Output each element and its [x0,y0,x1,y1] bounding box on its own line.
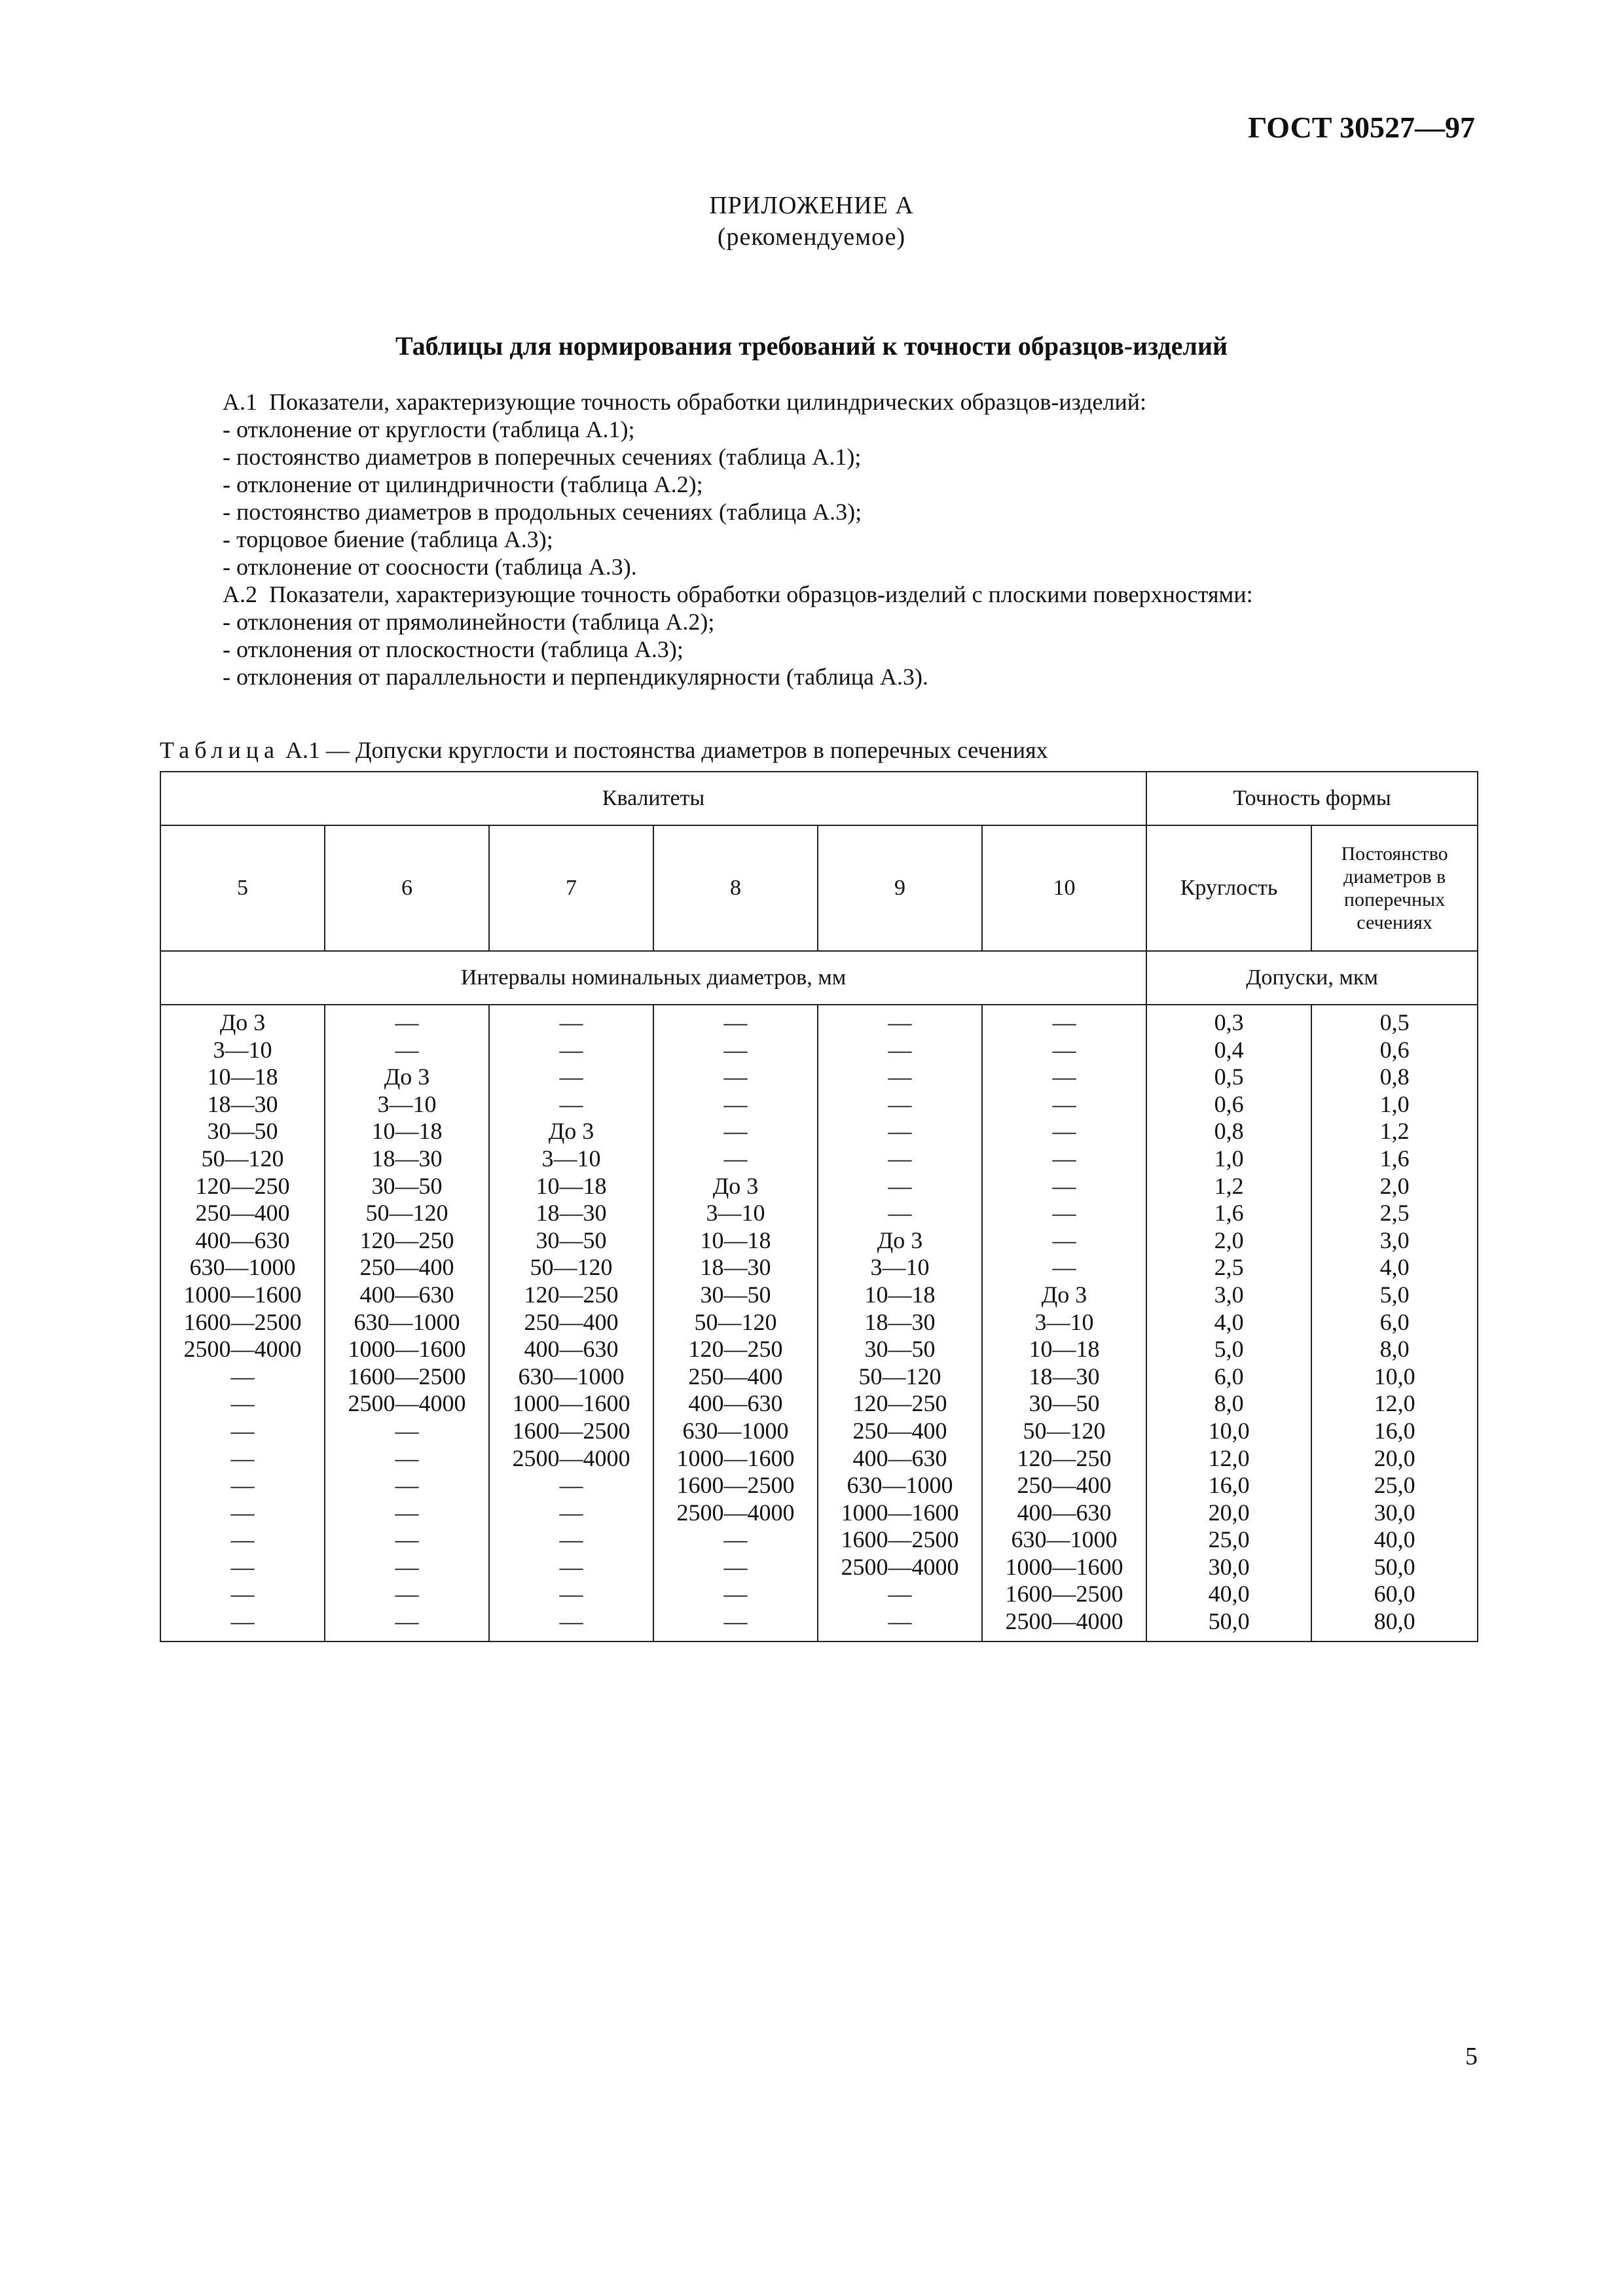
table-cell: 400—630 [1017,1499,1112,1526]
appendix-title: ПРИЛОЖЕНИЕ А [709,192,914,219]
table-cell: 18—30 [1029,1363,1100,1390]
table-cell: 0,8 [1379,1064,1410,1090]
table-cell: 1600—2500 [841,1526,959,1553]
table-cell: 1,6 [1379,1145,1410,1172]
table-cell: 10—18 [864,1281,936,1308]
tolerance-table [160,771,1478,1642]
table-cell: 18—30 [207,1090,278,1117]
table-cell: 2500—4000 [512,1444,630,1471]
table-cell: — [395,1608,419,1635]
grade-header: 7 [489,825,653,951]
table-cell: 120—250 [195,1172,290,1199]
table-cell: 60,0 [1374,1581,1415,1607]
table-cell: — [1052,1227,1076,1253]
table-cell: 50,0 [1208,1608,1250,1635]
table-cell: 2500—4000 [348,1390,466,1417]
table-cell: 25,0 [1208,1526,1250,1553]
table-cell: 4,0 [1214,1308,1244,1335]
grades-header: Квалитеты [160,772,1146,825]
table-cell: 630—1000 [847,1472,953,1499]
table-cell: — [559,1064,583,1090]
table-cell: 120—250 [359,1227,454,1253]
table-column [160,1005,325,1641]
table-cell: — [1052,1200,1076,1227]
table-cell: До 3 [548,1118,594,1145]
table-cell: — [1052,1090,1076,1117]
table-cell: — [888,1608,912,1635]
table-header-row [160,772,1478,825]
table-cell: — [888,1064,912,1090]
table-cell: — [723,1064,748,1090]
table-cell: 6,0 [1214,1363,1244,1390]
table-cell: — [230,1526,255,1553]
table-cell: — [395,1417,419,1444]
table-cell: 18—30 [700,1254,771,1281]
table-cell: 1600—2500 [348,1363,466,1390]
table-cell: 2,5 [1214,1254,1244,1281]
table-cell: 630—1000 [682,1417,789,1444]
body-line: - постоянство диаметров в продольных сечениях (таблица А.3); [223,499,862,525]
appendix-heading [0,190,1623,253]
table-cell: 20,0 [1374,1444,1415,1471]
table-column [489,1005,653,1641]
table-cell: 16,0 [1208,1472,1250,1499]
page-number: 5 [1465,2043,1478,2070]
table-cell: — [888,1172,912,1199]
table-cell: — [723,1118,748,1145]
table-cell: 250—400 [524,1308,619,1335]
table-cell: 3—10 [541,1145,601,1172]
form-accuracy-header: Точность формы [1146,772,1478,825]
table-cell: 30,0 [1208,1553,1250,1580]
constancy-header: Постоянство диаметров в поперечных сечениях [1311,825,1478,951]
table-cell: 1000—1600 [1005,1553,1123,1580]
table-cell: 1000—1600 [841,1499,959,1526]
table-cell: 630—1000 [189,1254,296,1281]
table-cell: 120—250 [852,1390,947,1417]
table-cell: — [723,1090,748,1117]
table-header-row [160,825,1478,951]
table-cell: — [1052,1036,1076,1063]
table-cell: 18—30 [371,1145,443,1172]
intervals-header: Интервалы номинальных диаметров, мм [160,951,1146,1005]
table-cell: 30—50 [1029,1390,1100,1417]
table-cell: 1600—2500 [1005,1581,1123,1607]
table-cell: — [230,1417,255,1444]
table-cell: 0,8 [1214,1118,1244,1145]
appendix-subtitle: (рекомендуемое) [717,223,906,251]
table-cell: 40,0 [1374,1526,1415,1553]
table-cell: 1,0 [1379,1090,1410,1117]
section-title: Таблицы для нормирования требований к точности образцов-изделий [395,331,1228,361]
table-cell: — [888,1118,912,1145]
table-cell: — [230,1363,255,1390]
table-cell: 10—18 [1029,1336,1100,1363]
table-cell: 16,0 [1374,1417,1415,1444]
table-cell: 25,0 [1374,1472,1415,1499]
table-cell: — [230,1444,255,1471]
table-cell: 3—10 [1034,1308,1094,1335]
table-cell: — [723,1009,748,1035]
table-cell: 250—400 [1017,1472,1112,1499]
table-cell: 0,6 [1379,1036,1410,1063]
table-cell: — [723,1608,748,1635]
table-cell: 0,4 [1214,1036,1244,1063]
table-cell: 3,0 [1379,1227,1410,1253]
body-line: - отклонения от параллельности и перпендикулярности (таблица А.3). [223,664,928,690]
table-caption-label: Таблица [160,737,280,763]
table-cell: — [888,1036,912,1063]
body-line: - постоянство диаметров в поперечных сечениях (таблица А.1); [223,444,862,470]
table-cell: — [395,1581,419,1607]
table-cell: 8,0 [1214,1390,1244,1417]
table-cell: — [559,1553,583,1580]
table-cell: 0,3 [1214,1009,1244,1035]
table-cell: 630—1000 [1011,1526,1118,1553]
table-cell: — [559,1090,583,1117]
table-cell: 1600—2500 [512,1417,630,1444]
body-line: - отклонения от плоскостности (таблица А.3); [223,636,684,662]
table-cell: 30—50 [864,1336,936,1363]
table-cell: 10—18 [371,1118,443,1145]
table-cell: — [1052,1172,1076,1199]
table-cell: — [1052,1145,1076,1172]
table-header-row [160,951,1478,1005]
table-cell: — [723,1526,748,1553]
table-cell: 1,2 [1214,1172,1244,1199]
table-cell: 6,0 [1379,1308,1410,1335]
table-cell: 1600—2500 [183,1308,302,1335]
table-cell: 50,0 [1374,1553,1415,1580]
table-cell: 250—400 [195,1200,290,1227]
table-cell: 250—400 [852,1417,947,1444]
table-cell: — [395,1472,419,1499]
table-cell: — [395,1553,419,1580]
table-cell: — [230,1390,255,1417]
table-cell: — [230,1472,255,1499]
table-cell: — [559,1608,583,1635]
body-line: - отклонение от соосности (таблица А.3). [223,554,637,580]
table-cell: 10—18 [207,1064,278,1090]
table-cell: — [888,1581,912,1607]
table-cell: 12,0 [1374,1390,1415,1417]
table-cell: 30—50 [371,1172,443,1199]
body-line: - торцовое биение (таблица А.3); [223,526,553,552]
table-cell: 10,0 [1208,1417,1250,1444]
table-cell: 10,0 [1374,1363,1415,1390]
table-cell: — [230,1608,255,1635]
table-cell: 120—250 [1017,1444,1112,1471]
table-cell: 30—50 [536,1227,607,1253]
table-cell: — [395,1526,419,1553]
document-id: ГОСТ 30527—97 [1248,111,1475,144]
grade-header: 8 [653,825,818,951]
table-cell: 630—1000 [354,1308,460,1335]
table-cell: 18—30 [864,1308,936,1335]
table-cell: 30,0 [1374,1499,1415,1526]
table-cell: — [888,1145,912,1172]
table-cell: — [559,1581,583,1607]
table-cell: 50—120 [858,1363,941,1390]
body-line: - отклонения от прямолинейности (таблица А.2); [223,609,715,635]
table-cell: — [395,1499,419,1526]
table-cell: 630—1000 [518,1363,625,1390]
table-cell: — [888,1090,912,1117]
table-cell: 2500—4000 [676,1499,795,1526]
table-caption [160,736,1048,764]
table-cell: — [1052,1009,1076,1035]
table-cell: — [230,1553,255,1580]
table-cell: 400—630 [524,1336,619,1363]
table-cell: 3,0 [1214,1281,1244,1308]
body-line: А.1 Показатели, характеризующие точность обработки цилиндрических образцов-изделий: [223,389,1146,415]
table-cell: 2500—4000 [183,1336,302,1363]
table-cell: — [723,1036,748,1063]
table-cell: 400—630 [195,1227,290,1253]
table-column [1311,1005,1478,1641]
table-cell: До 3 [877,1227,923,1253]
table-cell: 40,0 [1208,1581,1250,1607]
table-cell: 1000—1600 [512,1390,630,1417]
table-cell: 8,0 [1379,1336,1410,1363]
table-cell: 30—50 [700,1281,771,1308]
table-cell: — [559,1036,583,1063]
table-cell: 20,0 [1208,1499,1250,1526]
table-column [325,1005,489,1641]
table-cell: 1000—1600 [348,1336,466,1363]
table-cell: 12,0 [1208,1444,1250,1471]
grade-header: 9 [818,825,982,951]
table-cell: — [559,1526,583,1553]
table-cell: 50—120 [201,1145,284,1172]
table-cell: 0,6 [1214,1090,1244,1117]
table-cell: — [888,1009,912,1035]
table-cell: — [723,1553,748,1580]
table-cell: — [1052,1118,1076,1145]
table-cell: 50—120 [530,1254,613,1281]
table-cell: 50—120 [1023,1417,1106,1444]
table-cell: 250—400 [688,1363,783,1390]
table-cell: — [559,1472,583,1499]
table-cell: — [1052,1254,1076,1281]
table-cell: 1,6 [1214,1200,1244,1227]
table-cell: 120—250 [524,1281,619,1308]
table-column [653,1005,818,1641]
table-cell: 5,0 [1214,1336,1244,1363]
table-cell: 1,0 [1214,1145,1244,1172]
table-cell: До 3 [219,1009,266,1035]
table-cell: До 3 [1041,1281,1087,1308]
table-cell: 50—120 [365,1200,448,1227]
table-cell: 400—630 [359,1281,454,1308]
table-cell: 1600—2500 [676,1472,795,1499]
table-cell: — [559,1499,583,1526]
tolerances-header: Допуски, мкм [1146,951,1478,1005]
table-cell: — [888,1200,912,1227]
table-cell: 1000—1600 [183,1281,302,1308]
table-cell: — [395,1444,419,1471]
table-cell: 2500—4000 [841,1553,959,1580]
table-cell: — [395,1036,419,1063]
grade-header: 6 [325,825,489,951]
roundness-header: Круглость [1146,825,1311,951]
table-cell: 3—10 [377,1090,437,1117]
table-cell: 10—18 [536,1172,607,1199]
table-cell: — [230,1499,255,1526]
grade-header: 10 [982,825,1146,951]
table-cell: 3—10 [870,1254,930,1281]
body-line: - отклонение от цилиндричности (таблица А.2); [223,471,703,497]
table-caption-text: А.1 — Допуски круглости и постоянства диаметров в поперечных сечениях [285,737,1048,763]
table-cell: 30—50 [207,1118,278,1145]
table-cell: 400—630 [688,1390,783,1417]
body-line: А.2 Показатели, характеризующие точность обработки образцов-изделий с плоскими поверхностями: [223,581,1253,607]
table-cell: 2,5 [1379,1200,1410,1227]
table-body-row [160,1005,1478,1641]
table-cell: 50—120 [694,1308,777,1335]
table-cell: 1,2 [1379,1118,1410,1145]
table-cell: 4,0 [1379,1254,1410,1281]
body-line: - отклонение от круглости (таблица А.1); [223,416,635,442]
table-column [982,1005,1146,1641]
table-cell: До 3 [712,1172,759,1199]
table-cell: — [723,1581,748,1607]
table-cell: 18—30 [536,1200,607,1227]
table-cell: 2500—4000 [1005,1608,1123,1635]
table-cell: 2,0 [1214,1227,1244,1253]
table-cell: 0,5 [1379,1009,1410,1035]
table-cell: — [559,1009,583,1035]
table-cell: 120—250 [688,1336,783,1363]
grade-header: 5 [160,825,325,951]
table-cell: — [1052,1064,1076,1090]
table-cell: 80,0 [1374,1608,1415,1635]
table-cell: 0,5 [1214,1064,1244,1090]
table-cell: 3—10 [706,1200,765,1227]
table-cell: — [723,1145,748,1172]
table-cell: 250—400 [359,1254,454,1281]
table-cell: — [230,1581,255,1607]
table-cell: — [395,1009,419,1035]
table-cell: 400—630 [852,1444,947,1471]
table-column [1146,1005,1311,1641]
table-cell: 2,0 [1379,1172,1410,1199]
table-cell: 10—18 [700,1227,771,1253]
table-cell: 5,0 [1379,1281,1410,1308]
table-cell: 1000—1600 [676,1444,795,1471]
body-text [223,388,1253,691]
table-cell: До 3 [384,1064,430,1090]
table-cell: 3—10 [213,1036,272,1063]
table-column [818,1005,982,1641]
